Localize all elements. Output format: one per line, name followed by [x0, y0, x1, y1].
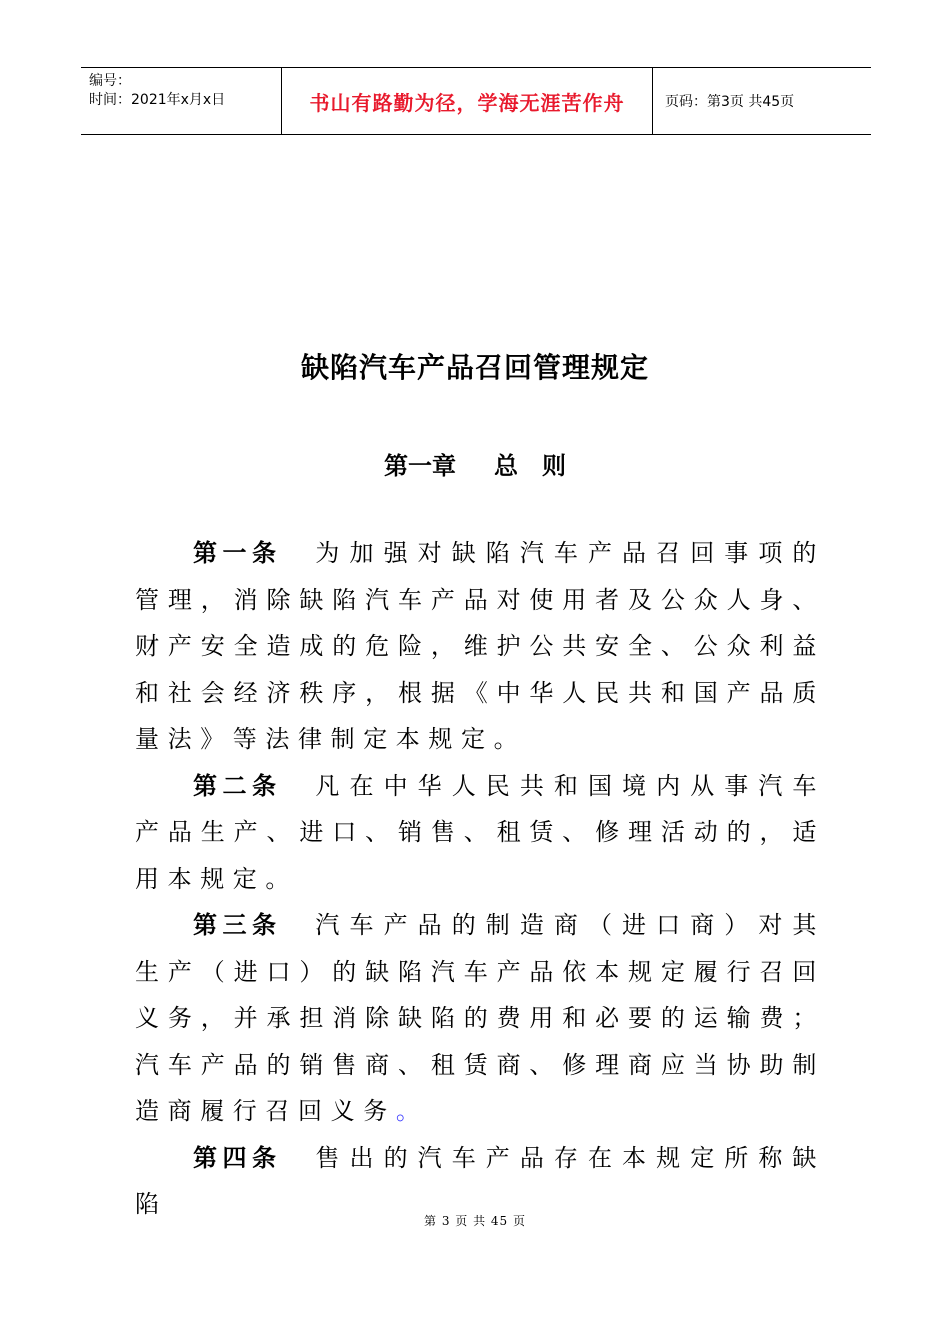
article-paragraph — [135, 902, 825, 1135]
article-label: 第三条 — [193, 911, 282, 939]
article-paragraph — [135, 530, 825, 763]
header-meta-cell — [81, 68, 282, 134]
page-header — [81, 67, 871, 135]
article-text: 售出的汽车产品存在本规定所称缺陷 — [135, 1143, 826, 1218]
article-text: 为加强对缺陷汽车产品召回事项的管理，消除缺陷汽车产品对使用者及公众人身、财产安全造成的危险，维护公共安全、公众利益和社会经济秩序，根据《中华人民共和国产品质量法》等法律制定本规定。 — [135, 539, 826, 753]
header-motto: 书山有路勤为径，学海无涯苦作舟 — [282, 68, 653, 134]
article-end-mark: 。 — [395, 1097, 429, 1125]
article-label: 第一条 — [193, 539, 282, 567]
header-page-info: 页码：第3页 共45页 — [665, 94, 795, 110]
chapter-number: 第一章 — [384, 452, 456, 480]
article-label: 第二条 — [193, 771, 282, 800]
article-label: 第四条 — [193, 1143, 282, 1172]
document-body — [135, 530, 825, 1228]
document-time-label: 时间：2021年x月x日 — [89, 92, 226, 108]
document-title: 缺陷汽车产品召回管理规定 — [300, 351, 649, 384]
article-text: 凡在中华人民共和国境内从事汽车产品生产、进口、销售、租赁、修理活动的，适用本规定。 — [135, 771, 826, 893]
chapter-heading — [0, 446, 950, 481]
document-number-label: 编号： — [89, 73, 131, 89]
chapter-name: 总 则 — [494, 452, 566, 480]
article-text: 汽车产品的制造商（进口商）对其生产（进口）的缺陷汽车产品依本规定履行召回义务，并承担消除缺陷的费用和必要的运输费；汽车产品的销售商、租赁商、修理商应当协助制造商履行召回义务 — [135, 911, 826, 1125]
article-paragraph — [135, 763, 825, 903]
page-footer: 第 3 页 共 45 页 — [424, 1214, 526, 1228]
